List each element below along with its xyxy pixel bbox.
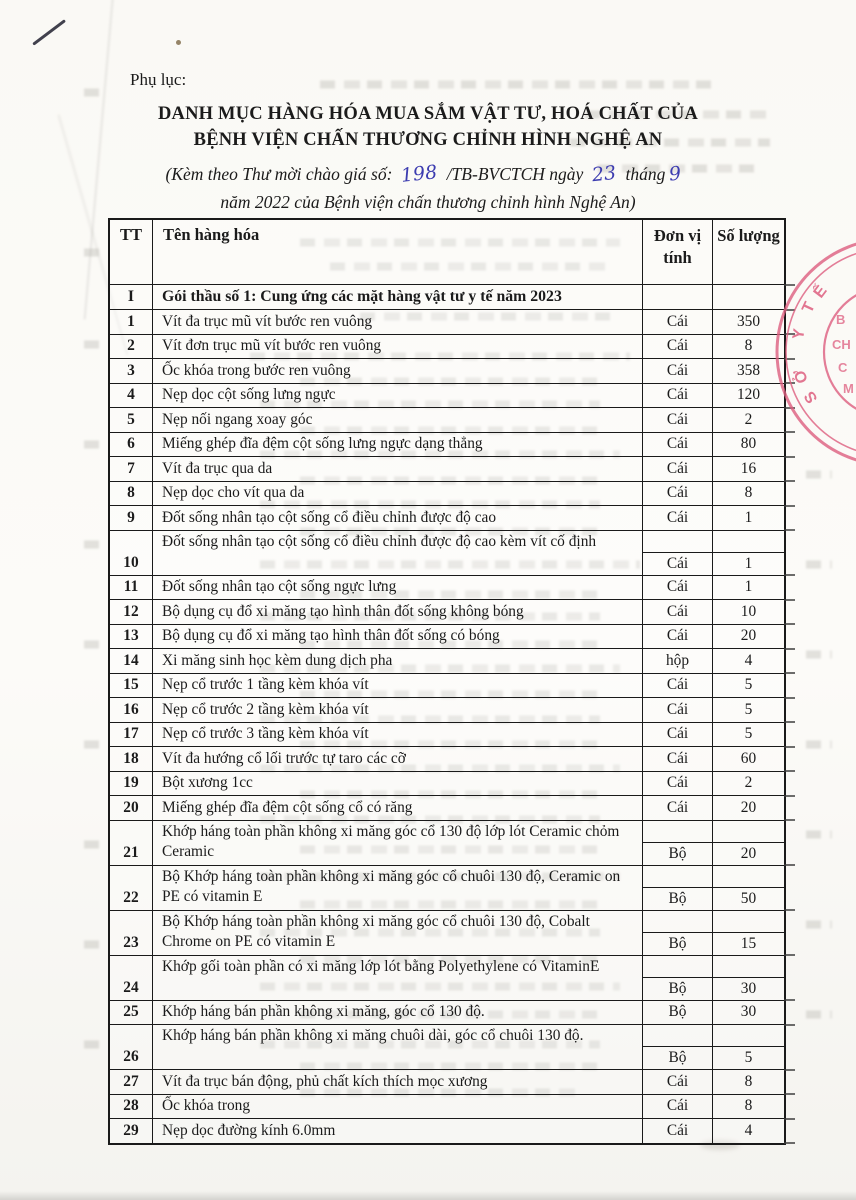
item-unit: Cái (643, 772, 713, 796)
item-qty: 1 (744, 578, 753, 596)
item-unit: Cái (643, 625, 713, 649)
row-number: 23 (110, 911, 153, 955)
appendix-label: Phụ lục: (130, 70, 187, 89)
item-name: Vít đa trục bán động, phủ chất kích thích mọc xương (153, 1070, 643, 1094)
item-name: Bộ dụng cụ đổ xi măng tạo hình thân đốt sống không bóng (153, 600, 643, 624)
bleed-through-streak (84, 1040, 104, 1048)
border-overrun-tick (784, 721, 795, 723)
bleed-through-streak (806, 650, 832, 658)
item-qty: 5 (744, 676, 753, 694)
item-unit: Cái (643, 457, 713, 481)
item-qty: 50 (713, 866, 784, 910)
item-name: Khớp háng bán phần không xi măng chuôi dài, góc cổ chuôi 130 độ. (153, 1025, 643, 1069)
item-unit: Cái (643, 408, 713, 432)
border-overrun-tick (784, 529, 795, 531)
row-number: 3 (110, 359, 153, 383)
border-overrun-tick (784, 746, 795, 748)
item-name: Nẹp dọc cột sống lưng ngực (153, 384, 643, 408)
item-qty: 4 (744, 651, 753, 669)
row-number: 15 (110, 674, 153, 698)
table-row (110, 821, 784, 866)
item-unit: Cái (643, 433, 713, 457)
table-header-row (110, 220, 784, 285)
table-row (110, 772, 784, 797)
item-unit: Cái (643, 310, 713, 334)
item-unit: Bộ (643, 1001, 713, 1025)
item-name: Đốt sống nhân tạo cột sống ngực lưng (153, 576, 643, 600)
item-unit: Cái (643, 600, 713, 624)
row-number: 18 (110, 747, 153, 771)
item-unit: Cái (643, 482, 713, 506)
item-qty: 2 (744, 774, 753, 792)
item-name: Nẹp nối ngang xoay góc (153, 408, 643, 432)
row-number: 28 (110, 1095, 153, 1119)
item-qty: 8 (744, 484, 753, 502)
table-row (110, 359, 784, 384)
row-number: 27 (110, 1070, 153, 1094)
bleed-through-streak (84, 740, 104, 748)
item-name: Nẹp dọc đường kính 6.0mm (153, 1119, 643, 1143)
bleed-through-streak (84, 540, 104, 548)
row-number: 1 (110, 310, 153, 334)
table-row (110, 796, 784, 821)
bleed-through-streak (84, 640, 104, 648)
item-unit: Cái (643, 384, 713, 408)
handwritten-day: 23 (591, 161, 618, 187)
border-overrun-tick (784, 795, 795, 797)
red-seal-stamp (700, 230, 856, 480)
row-number: 22 (110, 866, 153, 910)
border-overrun-tick (784, 1118, 795, 1120)
bleed-through-streak (320, 80, 720, 88)
section-title: Gói thầu số 1: Cung ứng các mặt hàng vật tư y tế năm 2023 (153, 285, 643, 309)
row-number: 20 (110, 796, 153, 820)
item-unit: Cái (643, 506, 713, 530)
table-row (110, 1070, 784, 1095)
header-name: Tên hàng hóa (153, 220, 643, 284)
row-number: 7 (110, 457, 153, 481)
row-number: 2 (110, 335, 153, 359)
item-name: Đốt sống nhân tạo cột sống cổ điều chỉnh được độ cao kèm vít cố định (153, 531, 643, 575)
item-qty: 1 (713, 531, 784, 575)
border-overrun-tick (784, 1069, 795, 1071)
border-overrun-tick (784, 1093, 795, 1095)
table-row (110, 866, 784, 911)
items-table (108, 218, 786, 1145)
table-body (110, 310, 784, 1143)
item-qty: 60 (740, 749, 757, 767)
item-name: Nẹp cổ trước 1 tầng kèm khóa vít (153, 674, 643, 698)
border-overrun-tick (784, 648, 795, 650)
item-name: Bộ dụng cụ đổ xi măng tạo hình thân đốt sống có bóng (153, 625, 643, 649)
table-row (110, 335, 784, 360)
item-unit: Cái (643, 796, 713, 820)
border-overrun-tick (784, 954, 795, 956)
pen-mark (32, 19, 66, 45)
stamp-ring-letter: T (799, 299, 819, 316)
item-qty: 2 (744, 410, 753, 428)
item-qty: 80 (740, 435, 757, 453)
item-name: Khớp háng toàn phần không xi măng góc cổ 130 độ lớp lót Ceramic chỏm Ceramic (153, 821, 643, 865)
row-number: 6 (110, 433, 153, 457)
item-qty: 120 (736, 386, 761, 404)
border-overrun-tick (784, 623, 795, 625)
item-name: Vít đa trục mũ vít bước ren vuông (153, 310, 643, 334)
item-unit: Bộ (643, 911, 713, 955)
bleed-through-streak (84, 440, 104, 448)
item-name: Vít đa trục qua da (153, 457, 643, 481)
item-unit: Cái (643, 531, 713, 575)
item-name: Bột xương 1cc (153, 772, 643, 796)
item-qty: 8 (744, 1097, 753, 1115)
title-line-1: DANH MỤC HÀNG HÓA MUA SẮM VẬT TƯ, HOÁ CHẤT CỦA (157, 104, 699, 124)
header-qty: Số lượng (717, 226, 780, 245)
table-row (110, 1095, 784, 1120)
bleed-through-streak (84, 248, 104, 256)
item-qty: 20 (740, 627, 757, 645)
ink-dot (176, 40, 181, 45)
row-number: 13 (110, 625, 153, 649)
item-qty: 4 (744, 1121, 753, 1139)
row-number: 26 (110, 1025, 153, 1069)
item-name: Ốc khóa trong (153, 1095, 643, 1119)
row-number: 29 (110, 1119, 153, 1143)
row-number: 21 (110, 821, 153, 865)
border-overrun-tick (784, 505, 795, 507)
subtitle-line-2: năm 2022 của Bệnh viện chấn thương chỉnh hình Nghệ An) (220, 192, 636, 213)
row-number: 19 (110, 772, 153, 796)
stamp-inner-text-fragment: CH (832, 337, 851, 352)
table-row (110, 531, 784, 576)
border-overrun-tick (784, 1024, 795, 1026)
table-row (110, 506, 784, 531)
border-overrun-tick (784, 697, 795, 699)
table-row (110, 674, 784, 699)
row-number: 17 (110, 723, 153, 747)
bleed-through-streak (806, 830, 832, 838)
table-row (110, 1025, 784, 1070)
section-row (110, 285, 784, 310)
row-number: 10 (110, 531, 153, 575)
item-name: Vít đơn trục mũ vít bước ren vuông (153, 335, 643, 359)
item-unit: hộp (643, 649, 713, 673)
item-qty: 10 (740, 602, 757, 620)
item-qty: 8 (744, 337, 753, 355)
section-number: I (110, 285, 153, 309)
item-qty: 350 (736, 312, 761, 330)
item-qty: 5 (744, 725, 753, 743)
table-row (110, 310, 784, 335)
item-unit: Cái (643, 1119, 713, 1143)
border-overrun-tick (784, 864, 795, 866)
item-qty: 1 (744, 508, 753, 526)
header-tt: TT (110, 220, 153, 284)
bleed-through-streak (806, 740, 832, 748)
item-name: Nẹp dọc cho vít qua da (153, 482, 643, 506)
item-name: Xi măng sinh học kèm dung dịch pha (153, 649, 643, 673)
table-row (110, 1119, 784, 1143)
item-qty: 30 (740, 1003, 757, 1021)
bleed-through-streak (84, 88, 104, 96)
border-overrun-tick (784, 819, 795, 821)
bleed-through-streak (806, 920, 832, 928)
row-number: 11 (110, 576, 153, 600)
bleed-through-streak (84, 940, 104, 948)
table-row (110, 649, 784, 674)
item-name: Vít đa hướng cổ lối trước tự taro các cỡ (153, 747, 643, 771)
item-unit: Cái (643, 1070, 713, 1094)
item-unit: Cái (643, 335, 713, 359)
item-qty: 5 (713, 1025, 784, 1069)
item-name: Miếng ghép đĩa đệm cột sống cổ có răng (153, 796, 643, 820)
row-number: 4 (110, 384, 153, 408)
row-number: 8 (110, 482, 153, 506)
item-qty: 20 (740, 798, 757, 816)
item-unit: Bộ (643, 956, 713, 1000)
subtitle-line-1 (0, 160, 856, 189)
subtitle-mid2: tháng (625, 164, 666, 184)
item-name: Bộ Khớp háng toàn phần không xi măng góc cổ chuôi 130 độ, Ceramic on PE có vitamin E (153, 866, 643, 910)
table-row (110, 625, 784, 650)
item-qty: 20 (713, 821, 784, 865)
table-row (110, 457, 784, 482)
item-unit: Bộ (643, 866, 713, 910)
item-unit: Cái (643, 359, 713, 383)
row-number: 14 (110, 649, 153, 673)
stamp-inner-text-fragment: C (838, 360, 848, 375)
row-number: 12 (110, 600, 153, 624)
item-unit: Bộ (643, 1025, 713, 1069)
title-line-2: BỆNH VIỆN CHẤN THƯƠNG CHỈNH HÌNH NGHỆ AN (193, 129, 663, 150)
table-row (110, 433, 784, 458)
stamp-ring-letter: S (801, 387, 822, 407)
item-name: Khớp háng bán phần không xi măng, góc cổ 130 độ. (153, 1001, 643, 1025)
item-unit: Cái (643, 674, 713, 698)
item-qty: 16 (740, 459, 757, 477)
document-subtitle (0, 160, 856, 217)
bleed-through-streak (84, 340, 104, 348)
item-name: Khớp gối toàn phần có xi măng lớp lót bằng Polyethylene có VitaminE (153, 956, 643, 1000)
table-row (110, 576, 784, 601)
item-unit: Bộ (643, 821, 713, 865)
subtitle-mid: /TB-BVCTCH ngày (446, 164, 584, 184)
border-overrun-tick (784, 909, 795, 911)
table-row (110, 482, 784, 507)
stamp-inner-text-fragment: B (836, 312, 846, 327)
border-overrun-tick (784, 480, 795, 482)
row-number: 9 (110, 506, 153, 530)
subtitle-pre: (Kèm theo Thư mời chào giá số: (165, 164, 393, 184)
item-qty: 5 (744, 700, 753, 718)
table-row (110, 600, 784, 625)
border-overrun-tick (784, 999, 795, 1001)
table-row (110, 956, 784, 1001)
stamp-ring-letter: Ở (791, 366, 812, 386)
row-number: 24 (110, 956, 153, 1000)
item-unit: Cái (643, 747, 713, 771)
item-name: Đốt sống nhân tạo cột sống cổ điều chỉnh được độ cao (153, 506, 643, 530)
stamp-ring-letter: Ế (810, 282, 831, 302)
item-name: Miếng ghép đĩa đệm cột sống lưng ngực dạng thẳng (153, 433, 643, 457)
item-unit: Cái (643, 698, 713, 722)
document-title (0, 102, 856, 154)
border-overrun-tick (784, 770, 795, 772)
item-qty: 358 (736, 361, 761, 379)
item-name: Bộ Khớp háng toàn phần không xi măng góc cổ chuôi 130 độ, Cobalt Chrome on PE có vitamin E (153, 911, 643, 955)
item-qty: 8 (744, 1072, 753, 1090)
stamp-inner-text-fragment: M (843, 381, 854, 396)
bleed-through-streak (84, 840, 104, 848)
item-name: Nẹp cổ trước 2 tầng kèm khóa vít (153, 698, 643, 722)
item-qty: 30 (713, 956, 784, 1000)
bleed-through-streak (806, 560, 832, 568)
table-row (110, 384, 784, 409)
table-row (110, 911, 784, 956)
row-number: 5 (110, 408, 153, 432)
item-unit: Cái (643, 576, 713, 600)
item-unit: Cái (643, 723, 713, 747)
table-row (110, 408, 784, 433)
row-number: 16 (110, 698, 153, 722)
table-row (110, 747, 784, 772)
handwritten-doc-number: 198 (400, 161, 439, 187)
border-overrun-tick (784, 672, 795, 674)
item-name: Nẹp cổ trước 3 tầng kèm khóa vít (153, 723, 643, 747)
item-name: Ốc khóa trong bước ren vuông (153, 359, 643, 383)
border-overrun-tick (784, 599, 795, 601)
row-number: 25 (110, 1001, 153, 1025)
border-overrun-tick (784, 574, 795, 576)
border-overrun-tick (784, 1142, 795, 1144)
item-unit: Cái (643, 1095, 713, 1119)
header-unit: Đơn vị tính (643, 220, 713, 284)
scan-edge-shadow (0, 1191, 856, 1200)
stamp-ring-letter: Y (790, 327, 809, 341)
table-row (110, 698, 784, 723)
bleed-through-streak (806, 1010, 832, 1018)
table-row (110, 723, 784, 748)
item-qty: 15 (713, 911, 784, 955)
handwritten-month: 9 (668, 162, 683, 186)
table-row (110, 1001, 784, 1026)
